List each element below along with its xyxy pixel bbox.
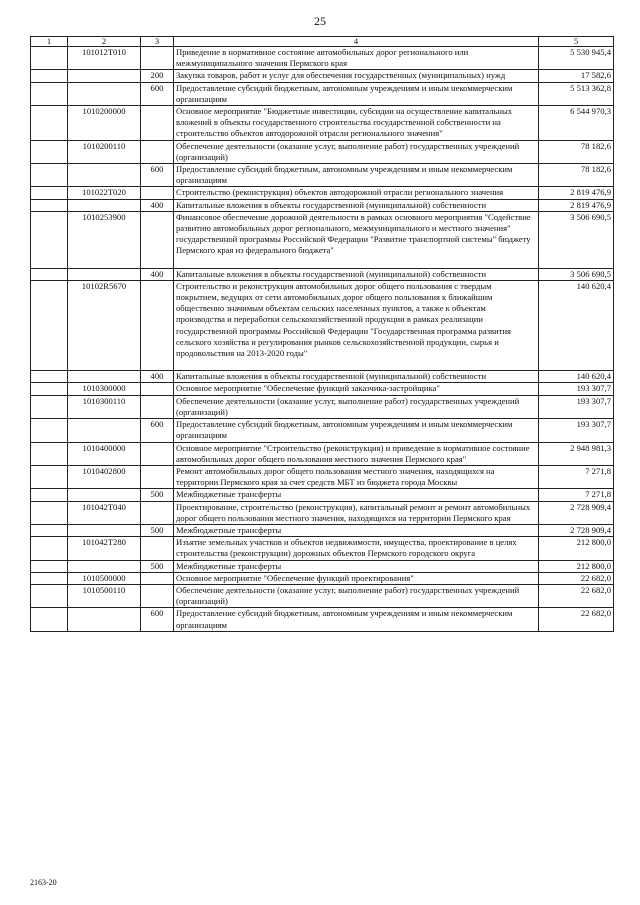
name-cell: Ремонт автомобильных дорог общего пользования местного значения, находящихся на территории Пермского края за счет средств МБТ из бюджета города Москвы (174, 465, 539, 488)
column-header-5: 5 (539, 37, 614, 47)
code-cell: 101022Т020 (68, 187, 141, 199)
name-cell: Обеспечение деятельности (оказание услуг, выполнение работ) государственных учреждений (организаций) (174, 140, 539, 163)
code-cell (68, 489, 141, 501)
code-cell (68, 560, 141, 572)
expense-type-cell: 500 (141, 524, 174, 536)
name-cell: Предоставление субсидий бюджетным, автономным учреждениям и иным некоммерческим организациям (174, 82, 539, 105)
number-cell (31, 608, 68, 631)
name-cell: Капитальные вложения в объекты государственной (муниципальной) собственности (174, 371, 539, 383)
expense-type-cell: 500 (141, 560, 174, 572)
code-cell (68, 199, 141, 211)
code-cell: 101012Т010 (68, 47, 141, 70)
table-row (31, 560, 614, 572)
table-row (31, 489, 614, 501)
name-cell: Межбюджетные трансферты (174, 524, 539, 536)
table-row (31, 572, 614, 584)
name-cell: Предоставление субсидий бюджетным, автономным учреждениям и иным некоммерческим организациям (174, 608, 539, 631)
code-cell (68, 82, 141, 105)
number-cell (31, 140, 68, 163)
code-cell: 1010500110 (68, 584, 141, 607)
code-cell (68, 419, 141, 442)
table-row (31, 140, 614, 163)
expense-type-cell (141, 140, 174, 163)
number-cell (31, 560, 68, 572)
name-cell: Основное мероприятие "Обеспечение функций заказчика-застройщика" (174, 383, 539, 395)
amount-cell: 2 948 981,3 (539, 442, 614, 465)
number-cell (31, 537, 68, 560)
header-row (31, 37, 614, 47)
number-cell (31, 47, 68, 70)
column-header-2: 2 (68, 37, 141, 47)
number-cell (31, 106, 68, 141)
amount-cell: 2 819 476,9 (539, 199, 614, 211)
expense-type-cell: 600 (141, 419, 174, 442)
expense-type-cell (141, 537, 174, 560)
expense-type-cell (141, 501, 174, 524)
number-cell (31, 211, 68, 268)
name-cell: Изъятие земельных участков и объектов недвижимости, имущества, проектирование в целях строительства (реконструкции) дорожных объектов Пермского городского округа (174, 537, 539, 560)
number-cell (31, 395, 68, 418)
name-cell: Основное мероприятие "Обеспечение функций проектирования" (174, 572, 539, 584)
table-row (31, 70, 614, 82)
budget-table (30, 36, 614, 632)
name-cell: Финансовое обеспечение дорожной деятельности в рамках основного мероприятия "Содействие развитию автомобильных дорог регионального, межмуниципального и местного значения" государственной программы Российской Федерации "Развитие транспортной системы" бюджету Пермского края из федерального бюджета" (174, 211, 539, 268)
code-cell (68, 164, 141, 187)
expense-type-cell (141, 106, 174, 141)
amount-cell: 2 728 909,4 (539, 501, 614, 524)
amount-cell: 212 800,0 (539, 560, 614, 572)
amount-cell: 17 582,6 (539, 70, 614, 82)
table-row (31, 82, 614, 105)
table-row (31, 419, 614, 442)
amount-cell: 193 307,7 (539, 395, 614, 418)
expense-type-cell (141, 442, 174, 465)
number-cell (31, 187, 68, 199)
table-row (31, 280, 614, 370)
code-cell: 10102R5670 (68, 280, 141, 370)
code-cell: 1010200110 (68, 140, 141, 163)
expense-type-cell (141, 395, 174, 418)
code-cell: 101042Т280 (68, 537, 141, 560)
expense-type-cell (141, 280, 174, 370)
table-row (31, 211, 614, 268)
name-cell: Проектирование, строительство (реконструкция), капитальный ремонт и ремонт автомобильных дорог общего пользования местного значения, находящихся на территории Пермского края (174, 501, 539, 524)
amount-cell: 2 819 476,9 (539, 187, 614, 199)
amount-cell: 3 506 690,5 (539, 268, 614, 280)
name-cell: Капитальные вложения в объекты государственной (муниципальной) собственности (174, 199, 539, 211)
code-cell (68, 608, 141, 631)
name-cell: Предоставление субсидий бюджетным, автономным учреждениям и иным некоммерческим организациям (174, 164, 539, 187)
amount-cell: 140 620,4 (539, 371, 614, 383)
number-cell (31, 524, 68, 536)
table-row (31, 199, 614, 211)
amount-cell: 140 620,4 (539, 280, 614, 370)
code-cell: 1010300000 (68, 383, 141, 395)
code-cell: 1010253900 (68, 211, 141, 268)
code-cell (68, 524, 141, 536)
column-header-4: 4 (174, 37, 539, 47)
amount-cell: 22 682,0 (539, 608, 614, 631)
code-cell: 1010200000 (68, 106, 141, 141)
name-cell: Основное мероприятие "Бюджетные инвестиции, субсидии на осуществление капитальных вложений в объекты государственного строительства государственной собственности на строительство объектов автодорожной отрасли регионального значения" (174, 106, 539, 141)
name-cell: Обеспечение деятельности (оказание услуг, выполнение работ) государственных учреждений (организаций) (174, 395, 539, 418)
table-row (31, 371, 614, 383)
table-row (31, 395, 614, 418)
name-cell: Межбюджетные трансферты (174, 560, 539, 572)
table-row (31, 268, 614, 280)
code-cell: 101042Т040 (68, 501, 141, 524)
name-cell: Приведение в нормативное состояние автомобильных дорог регионального или межмуниципального значения Пермского края (174, 47, 539, 70)
name-cell: Межбюджетные трансферты (174, 489, 539, 501)
amount-cell: 7 271,8 (539, 465, 614, 488)
table-row (31, 465, 614, 488)
amount-cell: 193 307,7 (539, 383, 614, 395)
amount-cell: 78 182,6 (539, 164, 614, 187)
number-cell (31, 442, 68, 465)
expense-type-cell (141, 211, 174, 268)
table-row (31, 47, 614, 70)
number-cell (31, 584, 68, 607)
expense-type-cell: 400 (141, 268, 174, 280)
amount-cell: 22 682,0 (539, 584, 614, 607)
code-cell (68, 70, 141, 82)
number-cell (31, 70, 68, 82)
amount-cell: 7 271,8 (539, 489, 614, 501)
table-row (31, 187, 614, 199)
amount-cell: 3 506 690,5 (539, 211, 614, 268)
table-row (31, 501, 614, 524)
expense-type-cell: 400 (141, 371, 174, 383)
amount-cell: 212 800,0 (539, 537, 614, 560)
table-row (31, 106, 614, 141)
name-cell: Капитальные вложения в объекты государственной (муниципальной) собственности (174, 268, 539, 280)
name-cell: Предоставление субсидий бюджетным, автономным учреждениям и иным некоммерческим организациям (174, 419, 539, 442)
page-number: 25 (314, 14, 326, 28)
name-cell: Строительство и реконструкция автомобильных дорог общего пользования с твердым покрытием, ведущих от сети автомобильных дорог общего пользования к ближайшим общественно значимым объектам сельских населенных пунктов, а также к объектам производства и переработки сельскохозяйственной продукции в рамках реализации государственной программы Российской Федерации "Государственная программа развития сельского хозяйства и регулирования рынков сельскохозяйственной продукции, сырья и продовольствия на 2013-2020 годы" (174, 280, 539, 370)
table-row (31, 584, 614, 607)
amount-cell: 5 513 362,8 (539, 82, 614, 105)
expense-type-cell (141, 572, 174, 584)
expense-type-cell: 200 (141, 70, 174, 82)
amount-cell: 78 182,6 (539, 140, 614, 163)
table-body (31, 47, 614, 632)
name-cell: Основное мероприятие "Строительство (реконструкция) и приведение в нормативное состояние автомобильных дорог общего пользования местного значения Пермского края" (174, 442, 539, 465)
expense-type-cell: 500 (141, 489, 174, 501)
code-cell: 1010402800 (68, 465, 141, 488)
table-row (31, 537, 614, 560)
code-cell: 1010400000 (68, 442, 141, 465)
expense-type-cell (141, 465, 174, 488)
expense-type-cell: 600 (141, 164, 174, 187)
amount-cell: 193 307,7 (539, 419, 614, 442)
amount-cell: 2 728 909,4 (539, 524, 614, 536)
number-cell (31, 501, 68, 524)
code-cell (68, 371, 141, 383)
column-header-3: 3 (141, 37, 174, 47)
table-header (31, 37, 614, 47)
amount-cell: 22 682,0 (539, 572, 614, 584)
expense-type-cell (141, 47, 174, 70)
table-row (31, 442, 614, 465)
expense-type-cell (141, 187, 174, 199)
code-cell (68, 268, 141, 280)
number-cell (31, 465, 68, 488)
code-cell: 1010300110 (68, 395, 141, 418)
number-cell (31, 280, 68, 370)
expense-type-cell (141, 383, 174, 395)
name-cell: Закупка товаров, работ и услуг для обеспечения государственных (муниципальных) нужд (174, 70, 539, 82)
number-cell (31, 268, 68, 280)
amount-cell: 5 530 945,4 (539, 47, 614, 70)
table-row (31, 164, 614, 187)
number-cell (31, 572, 68, 584)
name-cell: Обеспечение деятельности (оказание услуг, выполнение работ) государственных учреждений (организаций) (174, 584, 539, 607)
code-cell: 1010500000 (68, 572, 141, 584)
number-cell (31, 82, 68, 105)
expense-type-cell: 400 (141, 199, 174, 211)
table-row (31, 608, 614, 631)
number-cell (31, 371, 68, 383)
footer-code: 2163-20 (30, 878, 57, 887)
column-header-1: 1 (31, 37, 68, 47)
amount-cell: 6 544 970,3 (539, 106, 614, 141)
table-row (31, 524, 614, 536)
number-cell (31, 164, 68, 187)
name-cell: Строительство (реконструкция) объектов автодорожной отрасли регионального значения (174, 187, 539, 199)
number-cell (31, 383, 68, 395)
table-row (31, 383, 614, 395)
expense-type-cell (141, 584, 174, 607)
number-cell (31, 419, 68, 442)
expense-type-cell: 600 (141, 608, 174, 631)
number-cell (31, 199, 68, 211)
number-cell (31, 489, 68, 501)
expense-type-cell: 600 (141, 82, 174, 105)
